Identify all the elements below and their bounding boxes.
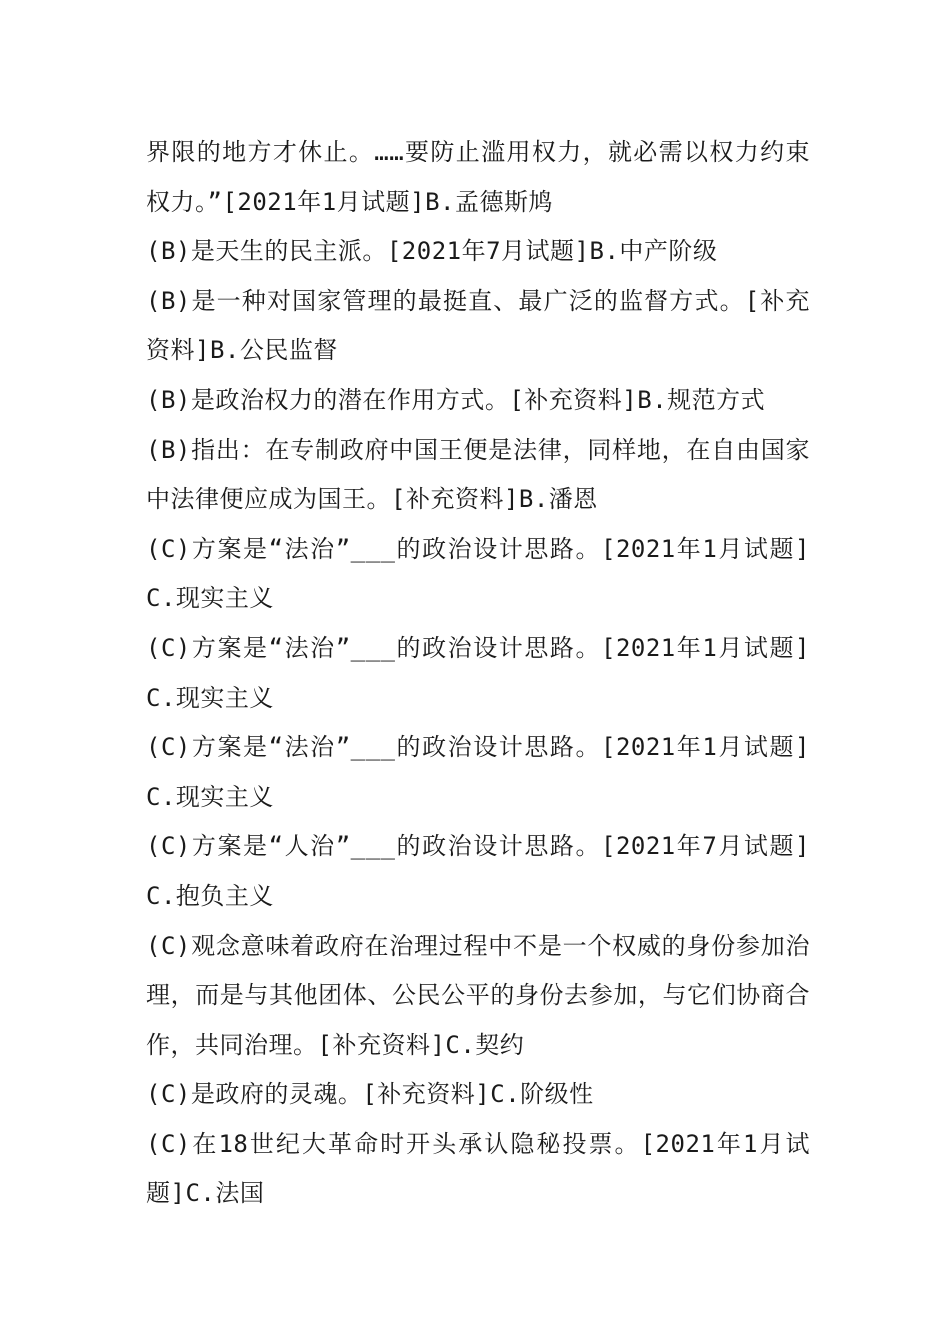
paragraph: (C)在18世纪大革命时开头承认隐秘投票。[2021年1月试题]C.法国 xyxy=(146,1129,810,1208)
paragraph: (B)是政治权力的潜在作用方式。[补充资料]B.规范方式 xyxy=(146,385,766,414)
paragraph: 界限的地方才休止。……要防止滥用权力，就必需以权力约束权力。”[2021年1月试题]B.孟德斯鸠 xyxy=(146,138,810,216)
paragraph: (B)是一种对国家管理的最挺直、最广泛的监督方式。[补充资料]B.公民监督 xyxy=(146,286,810,365)
paragraph: (C)是政府的灵魂。[补充资料]C.阶级性 xyxy=(146,1080,594,1109)
paragraph: (B)是天生的民主派。[2021年7月试题]B.中产阶级 xyxy=(146,237,718,266)
paragraph: (C)方案是“法治”___的政治设计思路。[2021年1月试题]C.现实主义 xyxy=(146,733,810,811)
paragraph: (C)方案是“人治”___的政治设计思路。[2021年7月试题]C.抱负主义 xyxy=(146,832,810,910)
document-body xyxy=(146,128,810,1219)
paragraph: (C)方案是“法治”___的政治设计思路。[2021年1月试题]C.现实主义 xyxy=(146,534,810,613)
paragraph: (C)方案是“法治”___的政治设计思路。[2021年1月试题]C.现实主义 xyxy=(146,633,810,712)
paragraph: (C)观念意味着政府在治理过程中不是一个权威的身份参加治理，而是与其他团体、公民公平的身份去参加，与它们协商合作，共同治理。[补充资料]C.契约 xyxy=(146,931,810,1059)
paragraph: (B)指出：在专制政府中国王便是法律，同样地，在自由国家中法律便应成为国王。[补充资料]B.潘恩 xyxy=(146,435,810,514)
